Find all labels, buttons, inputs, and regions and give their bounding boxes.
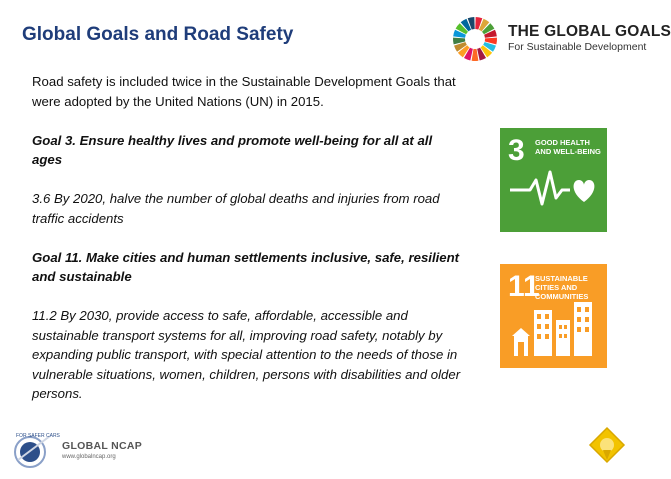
goal11-target: 11.2 By 2030, provide access to safe, affordable, accessible and sustainable transport systems for all, improving road safety, notably by expanding public transport, with special attention to the needs of those in vulnerable situations, women, children, persons with disabilities and older persons. <box>32 308 461 401</box>
goal3-heading: Goal 3. Ensure healthy lives and promote well-being for all at all ages <box>32 132 433 167</box>
global-ncap-logo <box>10 428 143 472</box>
sdg11-number: 11 <box>508 270 540 303</box>
global-goals-wheel-icon <box>450 14 500 64</box>
city-buildings-icon <box>500 264 607 368</box>
global-goals-subtitle: For Sustainable Development <box>508 41 647 53</box>
safety-badge-icon <box>588 426 626 471</box>
ncap-ring-text: FOR SAFER CARS <box>16 433 60 439</box>
intro-paragraph: Road safety is included twice in the Sustainable Development Goals that were adopted by the United Nations (UN) in 2015. <box>32 74 456 109</box>
slide-title: Global Goals and Road Safety <box>22 24 294 45</box>
global-goals-title: THE GLOBAL GOALS <box>508 23 671 40</box>
sdg11-tile <box>500 264 607 368</box>
global-ncap-url: www.globalncap.org <box>62 454 116 460</box>
slide-body <box>32 72 462 423</box>
sdg3-tile <box>500 128 607 232</box>
heartbeat-icon <box>500 128 607 232</box>
goal11-heading: Goal 11. Make cities and human settlements inclusive, safe, resilient and sustainable <box>32 249 460 284</box>
global-ncap-emblem-icon <box>10 428 58 474</box>
global-ncap-brand: GLOBAL NCAP <box>62 440 143 452</box>
sdg11-label: SUSTAINABLE CITIES AND COMMUNITIES <box>535 274 589 301</box>
sdg3-number: 3 <box>508 134 525 167</box>
global-goals-logo <box>450 14 671 64</box>
goal3-target: 3.6 By 2020, halve the number of global deaths and injuries from road traffic accidents <box>32 191 440 226</box>
sdg3-label: GOOD HEALTH AND WELL-BEING <box>535 138 601 156</box>
